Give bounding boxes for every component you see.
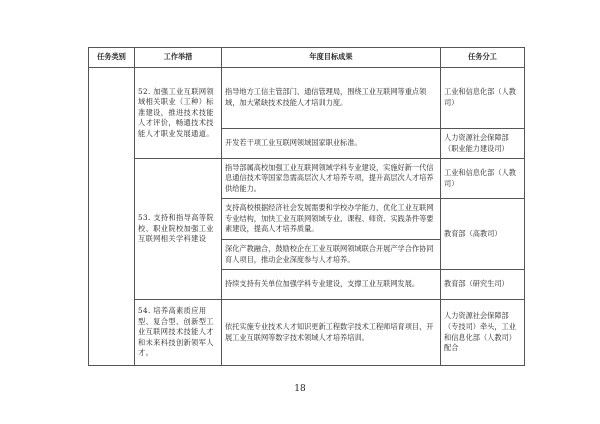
- goal-cell: 依托实施专业技术人才知识更新工程数字技术工程师培育项目，开展工业互联网等数字技术领域人才培养培训。: [222, 300, 441, 366]
- goal-cell: 持续支持有关单位加强学科专业建设，支撑工业互联网发展。: [222, 270, 441, 300]
- goal-cell: 指导部属高校加强工业互联网领域学科专业建设，实施好新一代信息通信技术等国家急需高层次人才培养专项，提升高层次人才培养供给能力。: [222, 159, 441, 199]
- measure-54: 54. 培养高素质应用型、复合型、创新型工业互联网技术技能人才和未来科技创新领军人才。: [135, 300, 222, 366]
- division-cell: 教育部（高教司）: [441, 199, 525, 270]
- table-row: [89, 159, 525, 199]
- header-task-division: 任务分工: [441, 48, 525, 68]
- goal-cell: 支持高校根据经济社会发展需要和学校办学能力，优化工业互联网专业结构，加快工业互联网领域专业、课程、师资、实践条件等要素建设，提高人才培养质量。: [222, 199, 441, 240]
- header-task-category: 任务类别: [89, 48, 135, 68]
- page-number: 18: [294, 384, 306, 394]
- division-cell: 人力资源社会保障部（专技司）牵头，工业和信息化部（人教司）配合: [441, 300, 525, 366]
- goal-cell: 开发若干项工业互联网领域国家职业标准。: [222, 129, 441, 159]
- division-cell: 工业和信息化部（人教司）: [441, 159, 525, 199]
- header-annual-goals: 年度目标成果: [222, 48, 441, 68]
- measure-53: 53. 支持和指导高等院校、职业院校加强工业互联网相关学科建设: [135, 159, 222, 300]
- table-row: [89, 300, 525, 366]
- table-header-row: [89, 48, 525, 68]
- goal-cell: 深化产教融合，鼓励校企在工业互联网领域联合开展产学合作协同育人项目，推动企业深度参与人才培养。: [222, 240, 441, 270]
- measure-52: 52. 加强工业互联网领域相关职业（工种）标准建设，推进技术技能人才评价，畅通技术技能人才职业发展通道。: [135, 68, 222, 159]
- header-work-measures: 工作举措: [135, 48, 222, 68]
- division-cell: 人力资源社会保障部（职业能力建设司）: [441, 129, 525, 159]
- table-row: [89, 68, 525, 129]
- division-cell: 教育部（研究生司）: [441, 270, 525, 300]
- task-table: [88, 47, 525, 366]
- division-cell: 工业和信息化部（人教司）: [441, 68, 525, 129]
- goal-cell: 指导地方工信主管部门、通信管理局，围绕工业互联网等重点领域，加大紧缺技术技能人才培训力度。: [222, 68, 441, 129]
- task-category-cell: [89, 68, 135, 366]
